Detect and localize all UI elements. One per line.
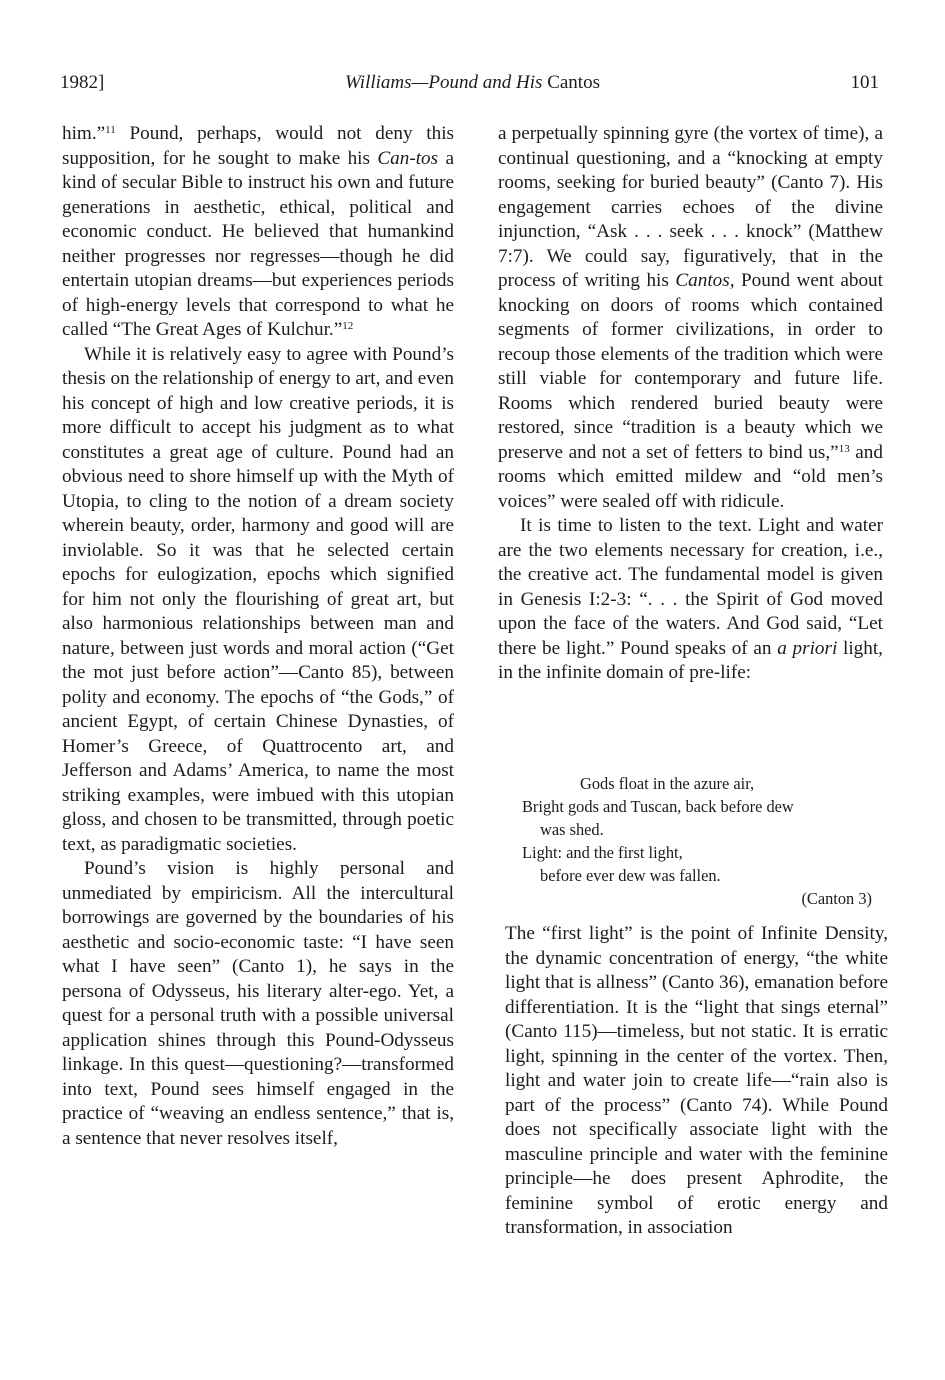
emphasis-a-priori: a priori xyxy=(777,637,838,659)
verse-line: was shed. xyxy=(540,820,604,839)
right-column-lower xyxy=(505,922,888,1241)
text-run: Pound, perhaps, would not deny this supposition, for he sought to make his xyxy=(62,123,454,169)
header-year: 1982] xyxy=(60,72,105,93)
text-run: and rooms which emitted mildew and “old men’s voices” were sealed off with ridicule. xyxy=(498,441,883,512)
right-column-upper xyxy=(498,122,883,686)
work-title-cantos: Can-tos xyxy=(377,147,439,169)
footnote-ref-12: 12 xyxy=(342,320,354,332)
page-number: 101 xyxy=(850,72,879,93)
left-column xyxy=(62,122,454,1151)
verse-quotation xyxy=(522,772,882,910)
running-header xyxy=(0,72,945,104)
verse-line: Light: and the first light, xyxy=(522,843,683,862)
verse-citation: (Canton 3) xyxy=(801,889,872,908)
paragraph-right-2 xyxy=(498,514,883,686)
text-run: a kind of secular Bible to instruct his own and future generations in aesthetic, ethical, political and economic conduct. He believed that humankind neither progresses nor regresses—though he did entertain utopian dreams—but experiences periods of high-energy levels that correspond to what he called “The Great Ages of Kulchur.” xyxy=(62,147,454,340)
header-running-title xyxy=(0,72,945,94)
header-title-work: Cantos xyxy=(547,72,600,93)
verse-line: before ever dew was fallen. xyxy=(540,866,721,885)
text-run: It is time to listen to the text. Light and water are the two elements necessary for creation, i.e., the creative act. The fundamental model is given in Genesis I:2-3: “. . . the Spirit of God moved upon the face of the waters. And God said, “Let there be light.” Pound speaks of an xyxy=(498,515,883,659)
verse-line: Gods float in the azure air, xyxy=(580,774,755,793)
footnote-ref-11: 11 xyxy=(105,124,116,136)
text-run: a perpetually spinning gyre (the vortex of time), a continual questioning, and a “knocking at empty rooms, seeking for buried beauty” (Canto 7). His engagement carries echoes of the divine injunction, “Ask . . . seek . . . knock” (Matthew 7:7). We could say, figuratively, that in the process of writing his xyxy=(498,123,883,291)
text-run: Pound went about knocking on doors of rooms which contained segments of former civilizations, in order to recoup those elements of the tradition which were still viable for contemporary and future life. Rooms which rendered buried beauty were restored, since “tradition is a beauty which we preserve and not a set of fetters to bind us,” xyxy=(498,270,883,463)
footnote-ref-13: 13 xyxy=(838,442,850,455)
header-title-author: Williams—Pound and His xyxy=(345,72,543,93)
text-run: him.” xyxy=(62,123,106,144)
text-run: light, in the infinite domain of pre-life: xyxy=(498,637,883,683)
verse-line: Bright gods and Tuscan, back before dew xyxy=(522,797,794,816)
paragraph-right-3: The “first light” is the point of Infinite Density, the dynamic concentration of energy, “the white light that is allness” (Canto 36), emanation before differentiation. It is the “light that sings eternal” (Canto 115)—timeless, but not static. It is erratic light, spinning in the center of the vortex. Then, light and water join to create life—“rain also is part of the process” (Canto 74). While Pound does not specifically associate light with the masculine principle and water with the feminine principle—he does present Aphrodite, the feminine symbol of erotic energy and transformation, in association xyxy=(505,923,888,1238)
paragraph-right-1 xyxy=(498,122,883,514)
paragraph-left-3: Pound’s vision is highly personal and unmediated by empiricism. All the intercultural borrowings are governed by the boundaries of his aesthetic and socio-economic taste: “I have seen what I have seen” (Canto 1), he says in the persona of Odysseus, his literary alter-ego. Yet, a quest for a personal truth with a possible universal application shines through this Pound-Odysseus linkage. In this quest—questioning?—transformed into text, Pound sees himself engaged in the practice of “weaving an endless sentence,” that is, a sentence that never resolves itself, xyxy=(62,858,454,1149)
paragraph-left-1 xyxy=(62,122,454,343)
work-title-cantos: Cantos, xyxy=(675,270,735,291)
paragraph-left-2: While it is relatively easy to agree with Pound’s thesis on the relationship of energy to art, and even his concept of high and low creative periods, it is more difficult to accept his judgment as to what constitutes a great age of culture. Pound had an obvious need to shore himself up with the Myth of Utopia, to cling to the notion of a dream society wherein beauty, order, harmony and good will are inviolable. So it was that he selected certain epochs for eulogization, epochs which signified for him not only the flourishing of great art, but also harmonious relationships between man and nature, between just words and moral action (“Get the mot just before action”—Canto 85), between polity and economy. The epochs of “the Gods,” of ancient Egypt, of certain Chinese Dynasties, of Homer’s Greece, of Quattrocento art, and Jefferson and Adams’ America, to name the most striking examples, were imbued with this utopian gloss, and chosen to be transmitted, through poetic text, as paradigmatic societies. xyxy=(62,343,454,855)
